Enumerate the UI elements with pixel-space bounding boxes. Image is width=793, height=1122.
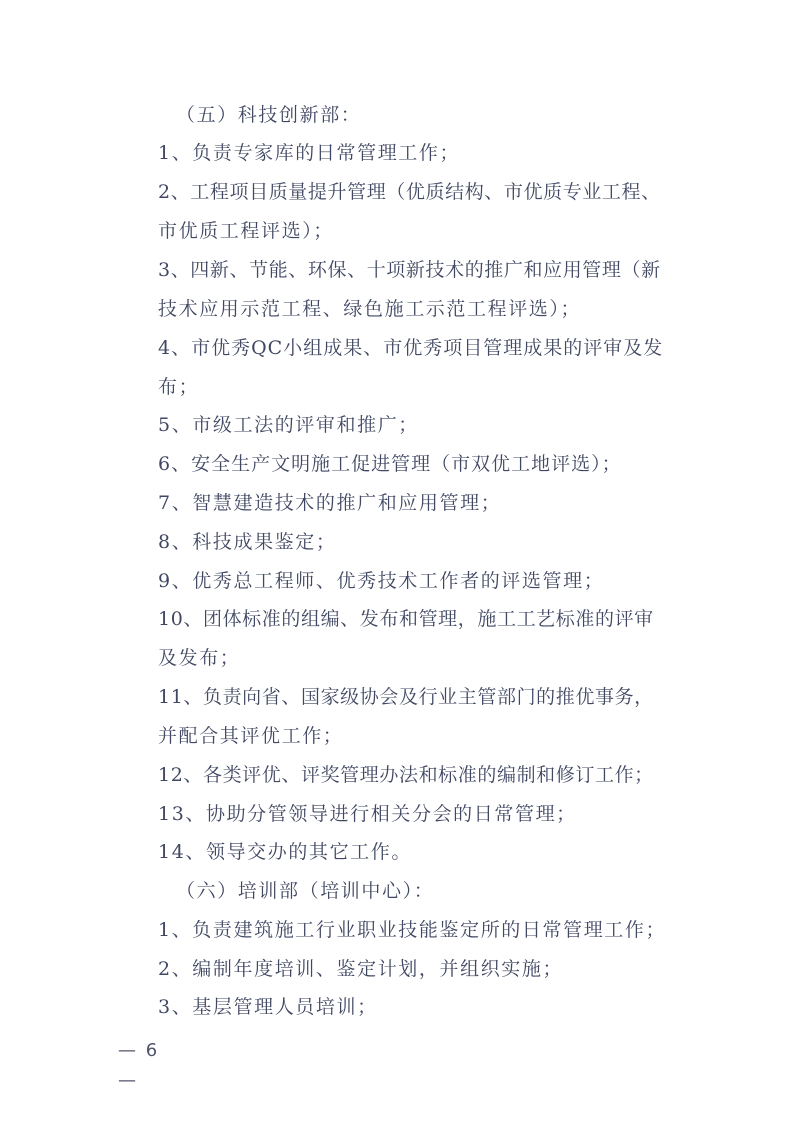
text-line: 11、负责向省、国家级协会及行业主管部门的推优事务，: [158, 686, 654, 708]
text-line: 及发布；: [158, 647, 241, 669]
text-line: 1、负责专家库的日常管理工作；: [158, 142, 461, 164]
text-line: 10、团体标准的组编、发布和管理，施工工艺标准的评审: [158, 608, 654, 630]
text-line: 13、协助分管领导进行相关分会的日常管理；: [158, 803, 577, 825]
text-line: 8、科技成果鉴定；: [158, 531, 337, 553]
text-line: 市优质工程评选）；: [158, 220, 334, 242]
text-line: 12、各类评优、评奖管理办法和标准的编制和修订工作；: [158, 764, 654, 786]
section-heading-tech-innovation: （五）科技创新部：: [176, 104, 362, 126]
text-line: 3、基层管理人员培训；: [158, 996, 378, 1018]
text-line: 4、市优秀QC小组成果、市优秀项目管理成果的评审及发: [158, 337, 664, 359]
section-heading-training: （六）培训部（培训中心）：: [176, 880, 435, 902]
text-line: 6、安全生产文明施工促进管理（市双优工地评选）；: [158, 453, 622, 475]
text-line: 2、工程项目质量提升管理（优质结构、市优质专业工程、: [158, 181, 661, 203]
text-line: 2、编制年度培训、鉴定计划，并组织实施；: [158, 958, 564, 980]
text-line: 技术应用示范工程、绿色施工示范工程评选）；: [158, 298, 582, 320]
text-line: 并配合其评优工作；: [158, 725, 344, 747]
text-line: 5、市级工法的评审和推广；: [158, 414, 419, 436]
text-line: 3、四新、节能、环保、十项新技术的推广和应用管理（新: [158, 259, 661, 281]
page-number: — 6 —: [118, 1040, 160, 1091]
text-line: 布；: [158, 376, 200, 398]
text-line: 1、负责建筑施工行业职业技能鉴定所的日常管理工作；: [158, 919, 667, 941]
text-line: 14、领导交办的其它工作。: [158, 841, 412, 863]
text-line: 9、优秀总工程师、优秀技术工作者的评选管理；: [158, 570, 605, 592]
text-line: 7、智慧建造技术的推广和应用管理；: [158, 492, 502, 514]
